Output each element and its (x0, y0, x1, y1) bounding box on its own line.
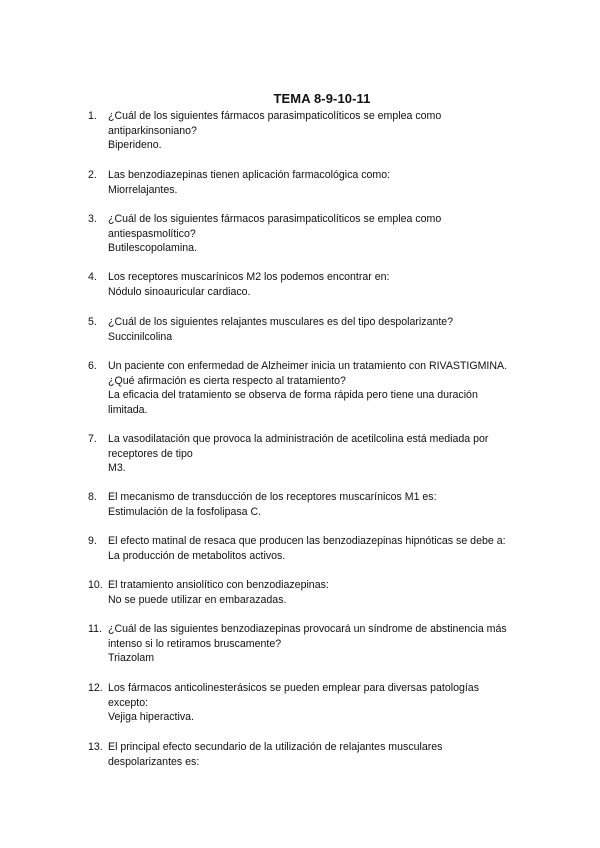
question-text: Los fármacos anticolinesterásicos se pueden emplear para diversas patologías (108, 682, 479, 694)
question-number: 11. (88, 623, 102, 635)
question-text: antiparkinsoniano? (108, 124, 197, 137)
question-text: El tratamiento ansiolítico con benzodiazepinas: (108, 579, 329, 591)
question-text: El mecanismo de transducción de los receptores muscarínicos M1 es: (108, 491, 437, 503)
question-text: antiespasmolítico? (108, 227, 196, 240)
question-item (88, 740, 548, 769)
answer-text: No se puede utilizar en embarazadas. (108, 593, 287, 606)
question-number: 7. (88, 433, 97, 445)
answer-text: Estimulación de la fosfolipasa C. (108, 505, 262, 518)
question-number: 12. (88, 682, 103, 694)
question-text: ¿Cuál de los siguientes fármacos parasimpaticolíticos se emplea como (108, 213, 442, 225)
question-number: 2. (88, 169, 97, 181)
question-text: ¿Qué afirmación es cierta respecto al tratamiento? (108, 374, 346, 387)
question-number: 3. (88, 213, 97, 225)
question-text: El principal efecto secundario de la utilización de relajantes musculares (108, 741, 443, 753)
question-item (88, 212, 548, 256)
answer-text: Triazolam (108, 652, 155, 664)
question-item (88, 681, 548, 725)
answer-text: Biperideno. (108, 139, 162, 151)
question-text: Las benzodiazepinas tienen aplicación farmacológica como: (108, 169, 391, 181)
question-text: despolarizantes es: (108, 755, 200, 768)
question-number: 9. (88, 535, 97, 547)
question-text: ¿Cuál de los siguientes relajantes musculares es del tipo despolarizante? (108, 316, 454, 328)
question-item (88, 534, 548, 563)
question-item (88, 359, 548, 417)
answer-text: limitada. (108, 403, 148, 416)
answer-text: Butilescopolamina. (108, 242, 197, 254)
question-number: 1. (88, 110, 97, 122)
answer-text: La eficacia del tratamiento se observa de forma rápida pero tiene una duración (108, 389, 478, 401)
answer-text: M3. (108, 462, 126, 474)
answer-text: Nódulo sinoauricular cardiaco. (108, 285, 251, 298)
question-number: 6. (88, 360, 97, 372)
question-item (88, 315, 548, 344)
answer-text: La producción de metabolitos activos. (108, 549, 286, 562)
question-number: 10. (88, 579, 103, 591)
answer-text: Succinilcolina (108, 330, 173, 343)
answer-text: Miorrelajantes. (108, 183, 178, 196)
question-number: 5. (88, 316, 97, 328)
question-item (88, 622, 548, 666)
question-item (88, 578, 548, 607)
question-item (88, 270, 548, 299)
question-number: 8. (88, 491, 97, 503)
question-text: intenso si lo retiramos bruscamente? (108, 637, 282, 650)
question-item (88, 432, 548, 476)
question-item (88, 490, 548, 519)
answer-text: Vejiga hiperactiva. (108, 711, 194, 723)
question-item (88, 109, 548, 153)
question-text: receptores de tipo (108, 447, 193, 460)
question-number: 13. (88, 741, 103, 753)
question-number: 4. (88, 271, 97, 283)
question-text: Los receptores muscarínicos M2 los podemos encontrar en: (108, 271, 390, 283)
question-text: excepto: (108, 696, 149, 709)
page-title: TEMA 8-9-10-11 (273, 91, 371, 106)
question-text: Un paciente con enfermedad de Alzheimer inicia un tratamiento con RIVASTIGMINA. (108, 360, 508, 372)
question-text: ¿Cuál de las siguientes benzodiazepinas provocará un síndrome de abstinencia más (108, 623, 507, 635)
question-text: ¿Cuál de los siguientes fármacos parasimpaticolíticos se emplea como (108, 110, 442, 122)
question-text: La vasodilatación que provoca la administración de acetilcolina está mediada por (108, 433, 489, 445)
question-item (88, 168, 548, 197)
question-text: El efecto matinal de resaca que producen las benzodiazepinas hipnóticas se debe a: (108, 535, 506, 547)
